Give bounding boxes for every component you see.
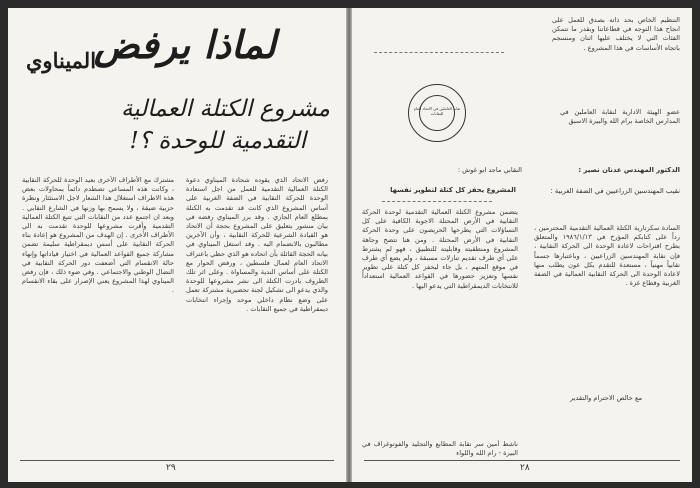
union-seal — [408, 84, 466, 142]
headline-main: لماذا يرفض — [93, 22, 276, 67]
footer-rule-right — [364, 460, 680, 461]
second-article-body: السادة سكرتارية الكتلة العمالية التقدمية المحترمين ، رداً على كتابكم المؤرخ في ١٩٨٦/١/١٣ والمتعلق بطرح اقتراحات لاعادة الوحدة الى الحركة النقابية ، فإن نقابة المهندسين الزراعيين ، وباعتبارها جسماً نقابياً مهنياً ، مستعدة للتقدم بكل عون يطلب منها لاعادة الوحدة الى الحركة النقابية العمالية في الضفة الغربية وقطاع غزة . — [534, 224, 680, 288]
left-page — [8, 8, 346, 482]
committee-note: عضو الهيئة الادارية لنقابة العاملين في المدارس الخاصة برام الله والبيرة الاسبق — [560, 108, 680, 126]
intro-text: التنظيم الخاص بحد ذاته بصدق للعمل على انجاح هذا التوجه في قطاعاتنا وبقدر ما تتمكن الفئات التي لا يختلف عليها اثنان ومنسجم باتجاه الأساسات في هذا المشروع . — [552, 16, 680, 52]
page-number-right: ٢٨ — [520, 463, 530, 473]
section-underline — [382, 201, 492, 202]
second-author-title: نقيب المهندسين الزراعيين في الضفة الغربية : — [550, 187, 680, 195]
subtitle-line2: التقدمية للوحدة ؟! — [129, 128, 306, 154]
second-author-name: الدكتور المهندس عدنان نصير : — [578, 166, 680, 174]
article-column-right: رفض الاتحاد الذي يقوده شحادة الميناوي دعوة الكتلة العمالية التقدمية للعمل من اجل استعادة الوحدة للحركة النقابية في الضفة الغربية على أساس المشروع الذي كانت قد تقدمت به الكتلة بمطلع العام الجاري . وقد برر الميناوي رفضه في بيان منشور بتعليق على المشروع بحجة أن الاتحاد هو القيادة الشرعية للحركة النقابية ، وأن الآخرين مطالبون بالانضمام اليه . وقد استغل الميناوي في بيانه الحجة القائلة بأن اتحاده هو الذي حظي باعتراف الاتحاد العام لعمال فلسطين ، ورفض الحوار مع الكتلة على أساس الندية والمساواة . وعلى اثر تلك الظروف بادرت الكتلة الى نشر مشروعها للوحدة والذي يدعو الى تشكيل لجنة تحضيرية مشتركة تعمل على وضع نظام داخلي موحد وإجراء انتخابات ديمقراطية في جميع النقابات . — [186, 176, 328, 313]
closing-greeting: مع خالص الاحترام والتقدير — [570, 394, 642, 402]
page-number-left: ٢٩ — [166, 463, 176, 473]
closing-text: ناشط أمين سر نقابة المطابع والتجليد والفوتوغراف في البيرة - رام الله واللواء — [362, 440, 518, 458]
footer-rule — [20, 460, 334, 461]
seal-text: نقابة العاملين في الاتحاد العام للنقابات — [413, 106, 461, 116]
subtitle-line1: مشروع الكتلة العمالية — [120, 96, 330, 122]
headline-author: الميناوي — [26, 48, 97, 73]
top-rule — [374, 52, 504, 53]
article-column-left: مشترك مع الأطراف الأخرى بعيد الوحدة للحركة النقابية ، وكانت هذه المساعي تصطدم دائماً بمحاولات بعض هذه الاطراف استغلال هذا الشعار لاجل الاستئثار ونظرة حزبية ضيقة ، ولا يسمح بها وزنها في الشارع النقابي . وبعد ان اجتمع عدد من النقابات التي تتبع الكتلة العمالية التقدمية وأقرت مشروعها للوحدة تقدمت به الى الأطراف الأخرى . إن الهدف من المشروع هو إعادة بناء الحركة النقابية على أسس ديمقراطية سليمة تضمن مشاركة جميع القواعد العمالية في اختيار قياداتها وإنهاء حالة الانقسام التي أضعفت دور الحركة النقابية في النضال الوطني والاجتماعي . وفي ضوء ذلك ، فإن رفض الميناوي لهذا المشروع يعني الإصرار على بقاء الانقسام . — [22, 176, 174, 295]
author-label: النقابي ماجد ابو غوش : — [457, 166, 522, 174]
right-page-body: يتضمن مشروع الكتلة العمالية التقدمية لوحدة الحركة النقابية في الأرض المحتلة الاجوبة الكافية على كل التساؤلات التي يطرحها الحريصون على وحدة الحركة النقابية في الأرض المحتلة . ومن هنا تتضح وجاهة المشروع ومنطقيته وقابليته للتطبيق ، فهو لم يشترط على أي طرف تقديم تنازلات مسبقة ، ولم يضع أي طرف في موقع المتهم ، بل جاء ليحفز كل كتلة على تطوير نفسها وتعزيز حضورها في القواعد العمالية استعداداً للانتخابات الديمقراطية التي يدعو اليها . — [362, 208, 518, 290]
right-page — [352, 8, 692, 482]
section-heading: المشروع يحفز كل كتلة لتطوير نفسها — [390, 186, 516, 194]
